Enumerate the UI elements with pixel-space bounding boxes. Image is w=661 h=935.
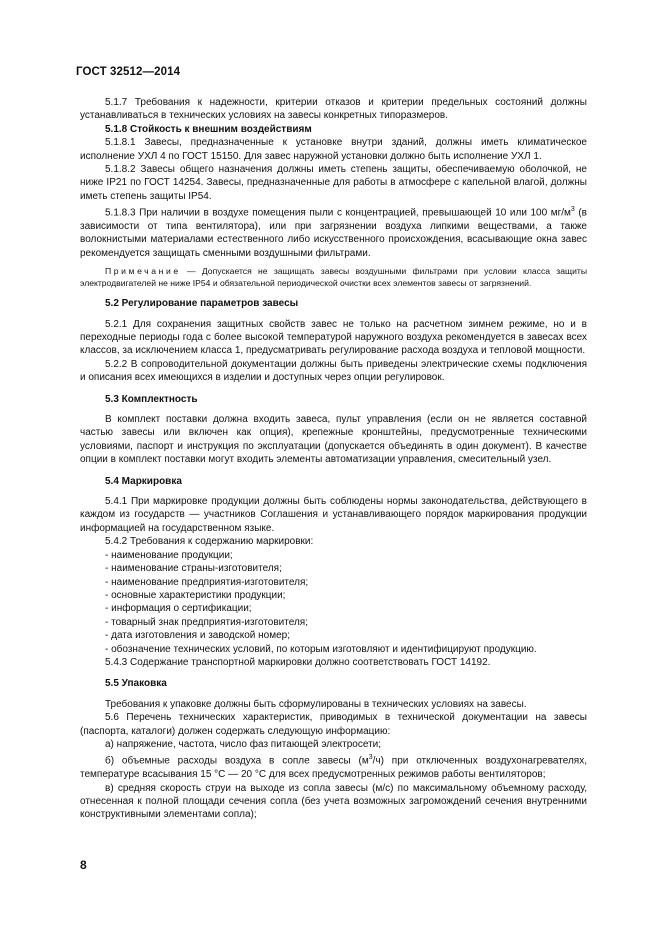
list-item: - товарный знак предприятия-изготовителя; [105, 616, 308, 628]
item-a: а) напряжение, частота, число фаз питающей электросети; [105, 738, 382, 750]
paragraph-5-1-8-3-part1: 5.1.8.3 При наличии в воздухе помещения пыли с концентрацией, превышающей 10 или 100 мг/м [105, 207, 571, 219]
list-item: - основные характеристики продукции; [105, 589, 286, 601]
paragraph-5-4-2: 5.4.2 Требования к содержанию маркировки: [105, 536, 314, 548]
document-body [80, 96, 587, 822]
paragraph-5-1-8-2: 5.1.8.2 Завесы общего назначения должны иметь степень защиты, обеспечиваемую оболочкой, не ниже IP21 по ГОСТ 14254. Завесы, предназначенные для работы в атмосфере с капельной влагой, должны иметь степень защиты IP54. [80, 164, 587, 202]
paragraph-5-2-2: 5.2.2 В сопроводительной документации должны быть приведены электрические схемы подключения и описания всех имеющихся в изделии и доступных через опции регулировок. [80, 358, 587, 384]
heading-5-3: 5.3 Комплектность [105, 393, 198, 405]
note-label: Примечание [105, 266, 181, 277]
paragraph-5-1-7: 5.1.7 Требования к надежности, критерии отказов и критерии предельных состояний должны устанавливаться в технических условиях на завесы конкретных типоразмеров. [80, 97, 587, 122]
heading-5-4: 5.4 Маркировка [105, 475, 182, 487]
paragraph-5-3: В комплект поставки должна входить завеса, пульт управления (если он не является составной частью завесы или включен как опция), крепежные кронштейны, предусмотренные техническими условиями, паспорт и инструкция по эксплуатации (допускается объединять в один документ). В качестве опции в комплект поставки могут входить элементы автоматизации управления, смесительный узел. [80, 414, 587, 466]
paragraph-5-6: 5.6 Перечень технических характеристик, приводимых в технической документации на завесы (паспорта, каталоги) должен содержать следующую информацию: [80, 712, 587, 737]
page-number: 8 [80, 858, 87, 872]
item-b-part1: б) объемные расходы воздуха в сопле завесы (м [105, 755, 369, 767]
list-item: - наименование страны-изготовителя; [105, 563, 282, 575]
item-b [80, 751, 587, 781]
paragraph-5-4-1: 5.4.1 При маркировке продукции должны быть соблюдены нормы законодательства, действующего в каждом из государств — участников Соглашения и устанавливающего порядок маркирования продукции информацией на государственном языке. [80, 496, 587, 534]
list-item: - наименование продукции; [105, 549, 233, 561]
list-item: - информация о сертификации; [105, 603, 252, 615]
paragraph-5-5: Требования к упаковке должны быть сформулированы в технических условиях на завесы. [105, 698, 527, 710]
list-item: - наименование предприятия-изготовителя; [105, 576, 309, 588]
paragraph-5-1-8-3 [80, 203, 587, 260]
note-filters [80, 266, 587, 289]
heading-5-1-8: 5.1.8 Стойкость к внешним воздействиям [105, 123, 312, 135]
paragraph-5-1-8-1: 5.1.8.1 Завесы, предназначенные к установке внутри зданий, должны иметь климатическое исполнение УХЛ 4 по ГОСТ 15150. Для завес наружной установки должно быть исполнение УХЛ 1. [80, 137, 587, 162]
heading-5-5: 5.5 Упаковка [105, 678, 167, 690]
list-item: - обозначение технических условий, по которым изготовляют и идентифицируют продукцию. [105, 643, 537, 655]
list-item: - дата изготовления и заводской номер; [105, 630, 291, 642]
paragraph-5-4-3: 5.4.3 Содержание транспортной маркировки должно соответствовать ГОСТ 14192. [105, 656, 491, 668]
document-code-header: ГОСТ 32512—2014 [76, 66, 181, 78]
heading-5-2: 5.2 Регулирование параметров завесы [105, 298, 299, 310]
item-b-part2: /ч) при отключенных воздухонагревателях, температуре всасывания 15 °С — 20 °С для всех предусмотренных режимов работы вентиляторов; [80, 755, 587, 781]
item-v: в) средняя скорость струи на выходе из сопла завесы (м/с) по максимальному объемному расходу, отнесенная к полной площади сечения сопла (без учета возможных загромождений сечения внутренними конструктивными элементами сопла); [80, 782, 587, 821]
superscript-cubic: 3 [368, 754, 373, 762]
superscript-cubic: 3 [570, 206, 575, 214]
note-text: — Допускается не защищать завесы воздушными фильтрами при условии класса защиты электродвигателей не ниже IP54 и обязательной периодической очистки всех элементов завесы от загрязнений. [80, 266, 587, 288]
paragraph-5-2-1: 5.2.1 Для сохранения защитных свойств завес не только на расчетном зимнем режиме, но и в переходные периоды года с более высокой температурой наружного воздуха рекомендуется в завесах всех классов, за исключением класса 1, предусматривать регулирование расхода воздуха и тепловой мощности. [80, 318, 587, 357]
paragraph-5-1-8-3-part2: (в зависимости от типа вентилятора), или при загрязнении воздуха липкими веществами, а также волокнистыми материалами естественного либо искусственного происхождения, всасывающие окна завес рекомендуется защищать сменными воздушными фильтрами. [80, 207, 587, 259]
